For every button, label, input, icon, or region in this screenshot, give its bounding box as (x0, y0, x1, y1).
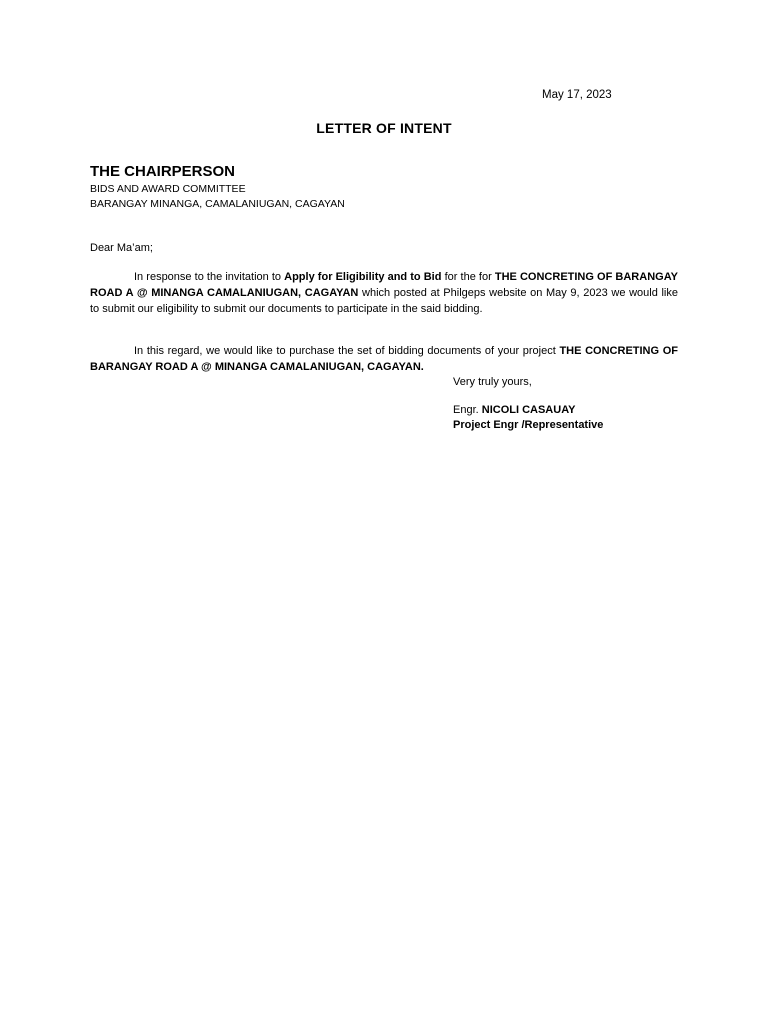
signature-block (453, 403, 603, 433)
letter-title: LETTER OF INTENT (316, 120, 452, 136)
body-paragraph-1 (90, 269, 678, 317)
addressee-location: BARANGAY MINANGA, CAMALANIUGAN, CAGAYAN (90, 198, 345, 210)
signer-name: NICOLI CASAUAY (481, 404, 576, 416)
p1-text-1: In response to the invitation to (134, 271, 285, 283)
letter-date: May 17, 2023 (542, 89, 612, 101)
closing-line: Very truly yours, (453, 376, 532, 388)
p1-bold-apply: Apply for Eligibility and to Bid (284, 271, 442, 283)
signer-role: Project Engr /Representative (453, 419, 604, 431)
addressee-name: THE CHAIRPERSON (90, 163, 236, 180)
salutation: Dear Ma’am; (90, 242, 153, 254)
p1-text-3: which posted at Philgeps website on May 9, 2023 we would like to submit our eligibility to submit our documents to participate in the said bidding. (90, 287, 678, 315)
p2-bold-project: THE CONCRETING OF BARANGAY ROAD A @ MINANGA CAMALANIUGAN, CAGAYAN. (90, 345, 678, 373)
p2-text-1: In this regard, we would like to purchase the set of bidding documents of your project (134, 345, 560, 357)
addressee-committee: BIDS AND AWARD COMMITTEE (90, 183, 246, 195)
body-paragraph-2 (90, 343, 678, 375)
p1-text-2: for the for (441, 271, 495, 283)
signer-prefix: Engr. (453, 404, 482, 416)
p1-bold-project: THE CONCRETING OF BARANGAY ROAD A @ MINANGA CAMALANIUGAN, CAGAYAN (90, 271, 678, 299)
addressee-block (90, 162, 345, 212)
